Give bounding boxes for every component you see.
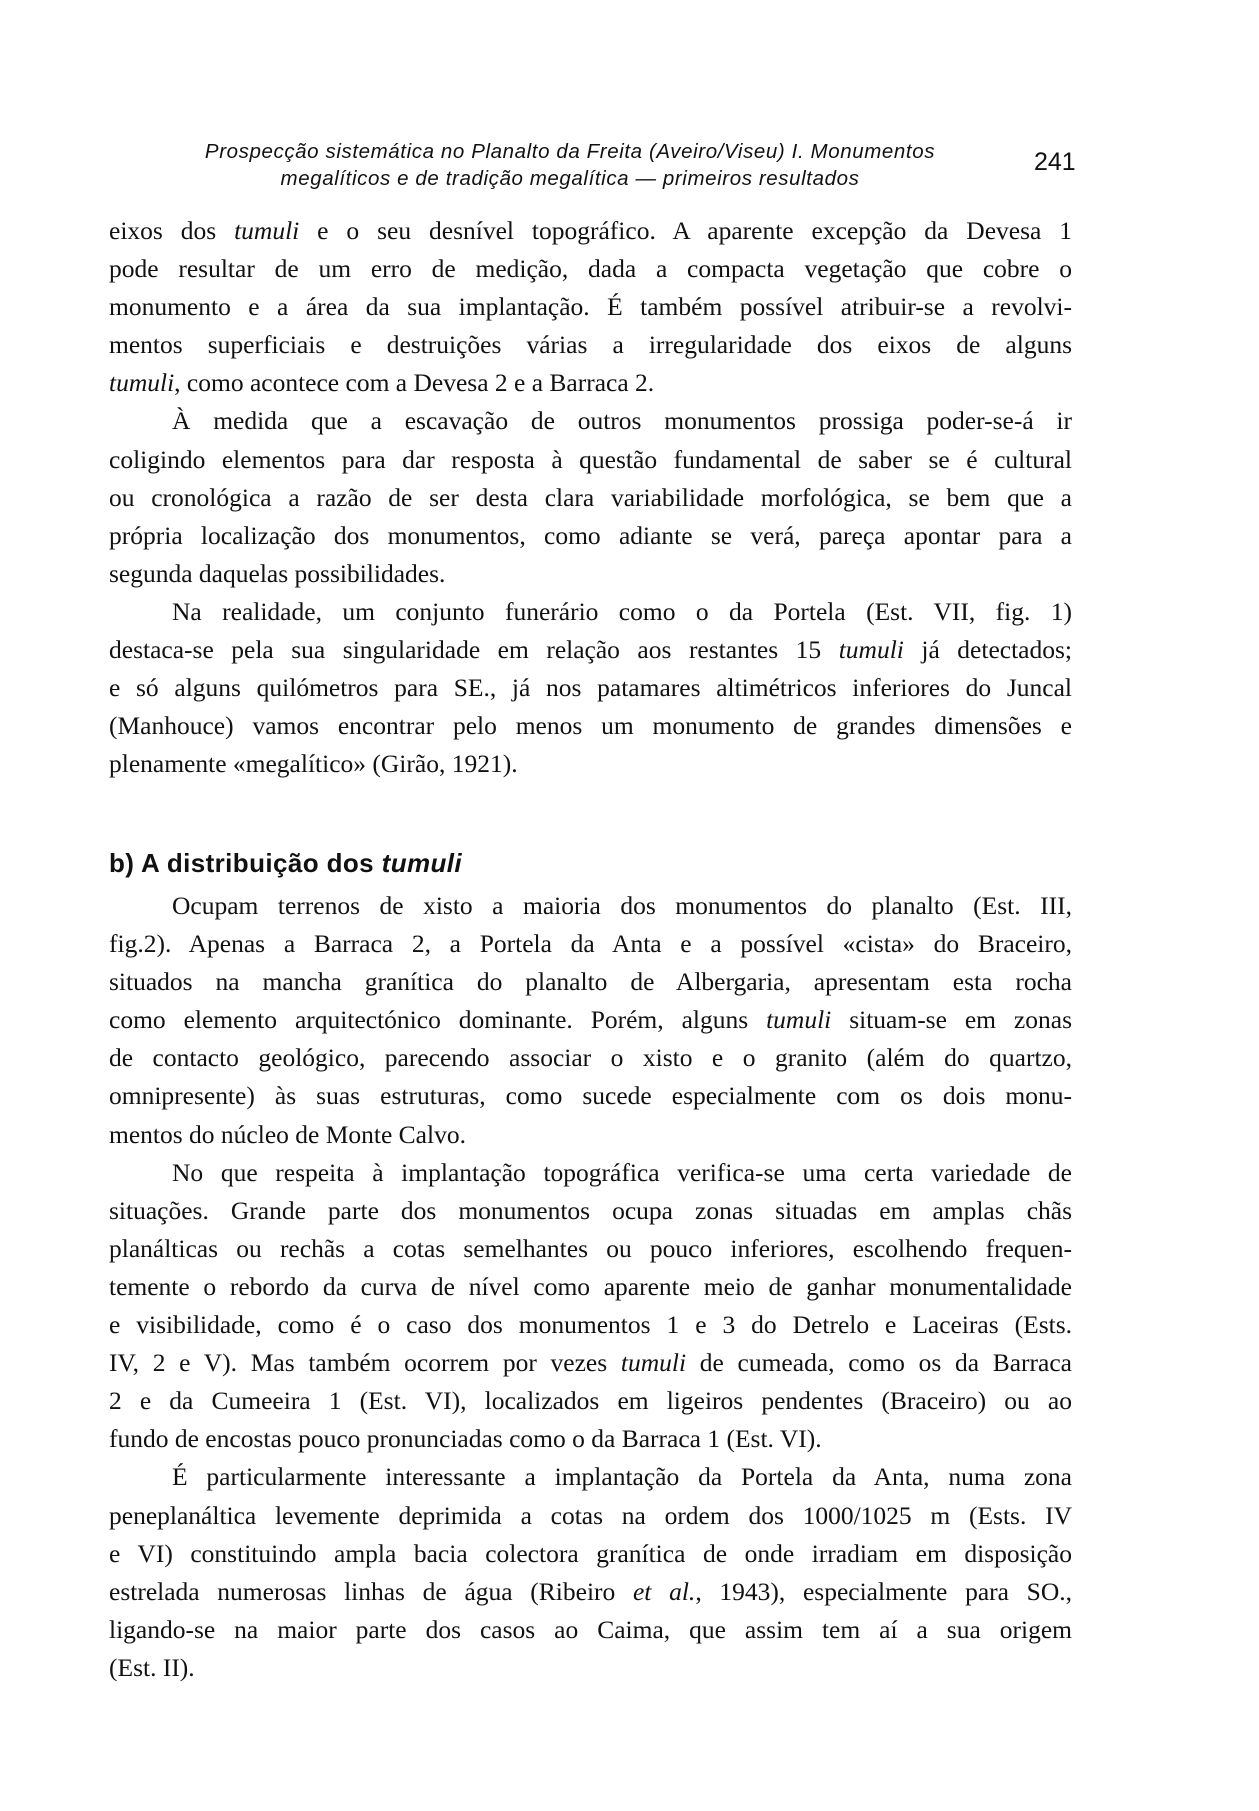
running-title-line1: Prospecção sistemática no Planalto da Freita (Aveiro/Viseu) I. Monumentos <box>204 140 936 163</box>
body-text-block-1 <box>109 212 1072 783</box>
text-line: Na realidade, um conjunto funerário como o da Portela (Est. VII, fig. 1) <box>172 596 1072 626</box>
italic-term: et al. <box>632 1576 696 1606</box>
text-line: fig.2). Apenas a Barraca 2, a Portela da Anta e a possível «cista» do Braceiro, <box>109 929 1072 959</box>
text-line: tumuli, como acontece com a Devesa 2 e a Barraca 2. <box>109 368 655 398</box>
text-line: monumento e a área da sua implantação. É também possível atribuir-se a revolvi- <box>109 292 1072 322</box>
text-line: pode resultar de um erro de medição, dada a compacta vegetação que cobre o <box>109 254 1072 284</box>
text-line: estrelada numerosas linhas de água (Ribeiro et al., 1943), especialmente para SO., <box>109 1576 1073 1606</box>
italic-term: tumuli <box>766 1005 832 1035</box>
text-line: situações. Grande parte dos monumentos ocupa zonas situadas em amplas chãs <box>109 1195 1072 1225</box>
text-line: IV, 2 e V). Mas também ocorrem por vezes tumuli de cumeada, como os da Barraca <box>109 1348 1072 1378</box>
page-number: 241 <box>1034 148 1076 176</box>
italic-term: tumuli <box>620 1348 687 1378</box>
text-line: própria localização dos monumentos, como adiante se verá, pareça apontar para a <box>109 520 1072 550</box>
section-heading <box>109 848 462 879</box>
text-line: situados na mancha granítica do planalto de Albergaria, apresentam esta rocha <box>109 967 1072 997</box>
text-line: planálticas ou rechãs a cotas semelhantes ou pouco inferiores, escolhendo frequen- <box>109 1233 1072 1263</box>
text-line: No que respeita à implantação topográfica verifica-se uma certa variedade de <box>172 1157 1072 1187</box>
italic-term: tumuli <box>234 216 300 245</box>
running-title-line2: megalíticos e de tradição megalítica — primeiros resultados <box>280 167 860 190</box>
text-line: e visibilidade, como é o caso dos monumentos 1 e 3 do Detrelo e Laceiras (Ests. <box>109 1310 1072 1340</box>
italic-term: tumuli <box>838 635 904 665</box>
text-line: destaca-se pela sua singularidade em relação aos restantes 15 tumuli já detectados; <box>109 635 1072 665</box>
text-line: Ocupam terrenos de xisto a maioria dos monumentos do planalto (Est. III, <box>172 891 1072 920</box>
text-line: (Manhouce) vamos encontrar pelo menos um monumento de grandes dimensões e <box>109 711 1072 741</box>
text-line: À medida que a escavação de outros monumentos prossiga poder-se-á ir <box>172 406 1072 436</box>
text-line: 2 e da Cumeeira 1 (Est. VI), localizados em ligeiros pendentes (Braceiro) ou ao <box>109 1386 1072 1416</box>
text-line: ligando-se na maior parte dos casos ao Caima, que assim tem aí a sua origem <box>109 1614 1072 1644</box>
text-line: temente o rebordo da curva de nível como aparente meio de ganhar monumentalidade <box>109 1271 1072 1301</box>
text-line: segunda daquelas possibilidades. <box>109 558 446 588</box>
text-line: omnipresente) às suas estruturas, como sucede especialmente com os dois monu- <box>109 1081 1072 1111</box>
text-line: e só alguns quilómetros para SE., já nos patamares altimétricos inferiores do Juncal <box>109 673 1072 703</box>
text-line: (Est. II). <box>109 1652 195 1682</box>
text-line: plenamente «megalítico» (Girão, 1921). <box>109 749 518 779</box>
italic-term: tumuli <box>109 368 175 398</box>
text-line: coligindo elementos para dar resposta à questão fundamental de saber se é cultural <box>109 444 1072 474</box>
running-head <box>140 138 1000 192</box>
body-text-block-2 <box>109 887 1072 1687</box>
text-line: e VI) constituindo ampla bacia colectora granítica de onde irradiam em disposição <box>109 1538 1072 1568</box>
text-line: eixos dos tumuli e o seu desnível topográfico. A aparente excepção da Devesa 1 <box>109 216 1072 245</box>
section-heading-label: b) A distribuição dos <box>109 848 382 878</box>
text-line: ou cronológica a razão de ser desta clara variabilidade morfológica, se bem que a <box>109 482 1072 512</box>
section-heading-italic: tumuli <box>381 848 463 878</box>
text-line: como elemento arquitectónico dominante. Porém, alguns tumuli situam-se em zonas <box>109 1005 1072 1035</box>
text-line: de contacto geológico, parecendo associar o xisto e o granito (além do quartzo, <box>109 1043 1072 1073</box>
text-line: peneplanáltica levemente deprimida a cotas na ordem dos 1000/1025 m (Ests. IV <box>109 1500 1072 1530</box>
text-line: fundo de encostas pouco pronunciadas como o da Barraca 1 (Est. VI). <box>109 1424 822 1454</box>
text-line: mentos superficiais e destruições várias a irregularidade dos eixos de alguns <box>109 330 1072 360</box>
text-line: É particularmente interessante a implantação da Portela da Anta, numa zona <box>172 1462 1072 1492</box>
text-line: mentos do núcleo de Monte Calvo. <box>109 1119 466 1149</box>
